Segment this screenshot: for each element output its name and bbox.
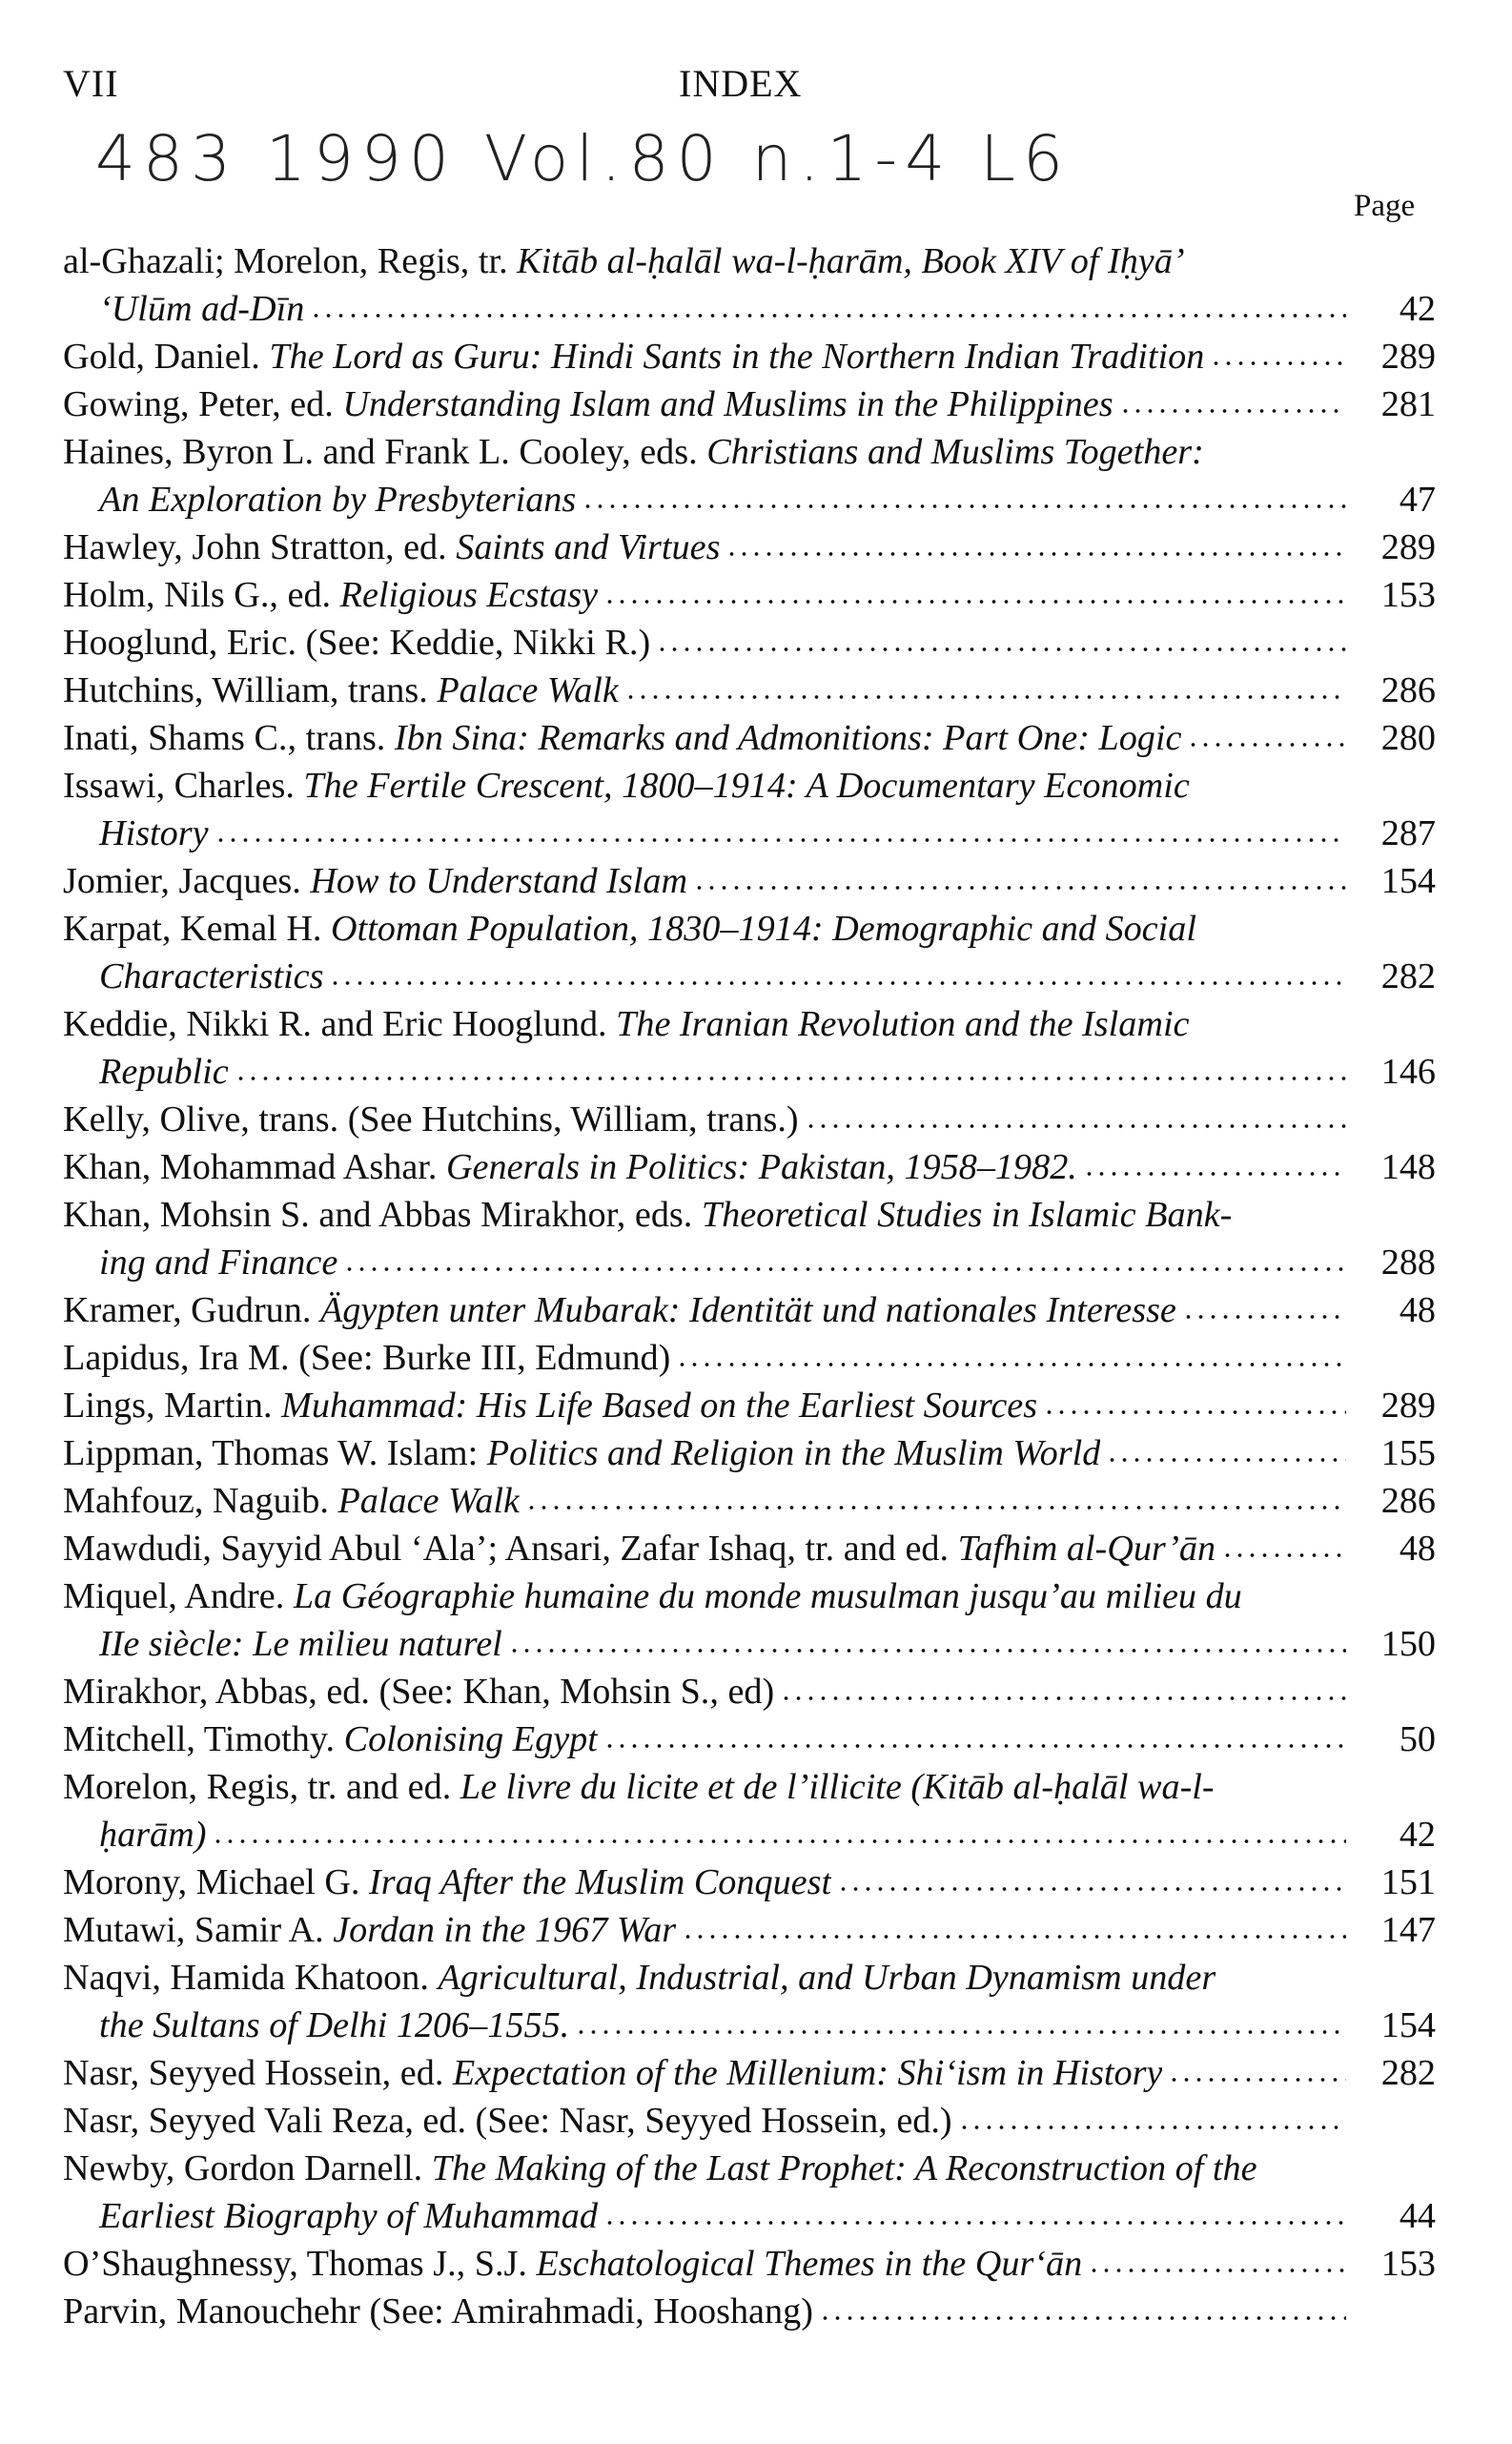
dot-leader [819, 2315, 1346, 2321]
entry-page: 47 [1399, 480, 1436, 520]
entry-title: Palace Walk [437, 670, 619, 710]
entry-page: 42 [1399, 1815, 1436, 1855]
index-entry [63, 1429, 1436, 1477]
entry-text [63, 1572, 1242, 1620]
entry-text [63, 333, 1204, 380]
dot-leader [1119, 408, 1346, 414]
index-entry [63, 667, 1436, 714]
entry-text [63, 1000, 1190, 1048]
entry-title-continued: the Sultans of Delhi 1206–1555. [99, 2005, 570, 2045]
index-entry [63, 857, 1436, 905]
entry-text [63, 1429, 1100, 1477]
entry-text [63, 714, 1181, 762]
entry-title: How to Understand Islam [310, 861, 688, 901]
entry-title: Ottoman Population, 1830–1914: Demographic and Social [331, 909, 1196, 949]
index-entry [63, 905, 1436, 1000]
entry-author: Lings, Martin. [63, 1386, 282, 1426]
entry-text [63, 1906, 676, 1954]
entry-author: Inati, Shams C., trans. [63, 718, 395, 758]
entry-title: Le livre du licite et de l’illicite (Kitāb al-ḥalāl wa-l- [460, 1767, 1215, 1807]
dot-leader [235, 1076, 1346, 1081]
entry-page: 154 [1380, 861, 1436, 901]
entry-page: 48 [1399, 1529, 1436, 1569]
entry-page: 289 [1380, 337, 1436, 377]
entry-page: 282 [1380, 956, 1436, 996]
dot-leader [1210, 360, 1346, 366]
entry-page: 281 [1380, 384, 1436, 424]
dot-leader [310, 313, 1346, 318]
entry-title: Politics and Religion in the Muslim World [486, 1433, 1101, 1473]
entry-text [63, 1286, 1176, 1334]
entry-author: Mitchell, Timothy. [63, 1719, 344, 1759]
entry-text [63, 1191, 1232, 1239]
page-title: INDEX [679, 62, 803, 105]
entry-text [63, 667, 619, 714]
index-entry [63, 1477, 1436, 1525]
index-entry [63, 1191, 1436, 1286]
entry-title: Expectation of the Millenium: Shi‘ism in History [452, 2053, 1163, 2093]
index-entry [63, 524, 1436, 571]
entry-text [63, 2049, 1162, 2097]
entry-page: 289 [1380, 1386, 1436, 1426]
entry-page: 147 [1380, 1910, 1436, 1950]
page-number: VII [63, 62, 119, 105]
index-entry [63, 428, 1436, 524]
entry-author: Gowing, Peter, ed. [63, 384, 343, 424]
dot-leader [215, 837, 1346, 843]
entry-title-continued: ḥarām) [99, 1815, 207, 1855]
index-entry [63, 2145, 1436, 2240]
entry-text [63, 2288, 813, 2335]
entry-text [63, 2145, 1257, 2192]
index-entry [63, 380, 1436, 428]
entry-text [63, 905, 1196, 953]
entry-title-continued: ‘Ulūm ad-Dīn [99, 289, 305, 329]
entry-author: Holm, Nils G., ed. [63, 575, 340, 615]
entry-title: Iraq After the Muslim Conquest [369, 1862, 832, 1902]
entry-page: 286 [1380, 1481, 1436, 1521]
entry-text [63, 1763, 1215, 1811]
dot-leader [1221, 1552, 1346, 1558]
entry-author: Issawi, Charles. [63, 766, 304, 806]
dot-leader [329, 980, 1346, 986]
dot-leader [582, 503, 1346, 509]
handwritten-call-number: 483 1990 Vol.80 n.1-4 L6 [95, 122, 1071, 195]
entry-text [63, 2240, 1082, 2288]
entry-text [63, 1525, 1216, 1572]
entry-text [63, 1143, 1077, 1191]
dot-leader [780, 1695, 1346, 1701]
dot-leader [1182, 1314, 1346, 1320]
dot-leader [693, 885, 1346, 891]
entry-title-continued: Earliest Biography of Muhammad [99, 2196, 598, 2236]
index-entries [63, 237, 1436, 2335]
index-entry [63, 1572, 1436, 1668]
entry-page: 282 [1380, 2053, 1436, 2093]
entry-title: Eschatological Themes in the Qur‘ān [536, 2244, 1083, 2284]
entry-title-continued: Republic [99, 1052, 229, 1092]
index-entry [63, 2240, 1436, 2288]
entry-page: 286 [1380, 670, 1436, 710]
dot-leader [624, 694, 1346, 700]
entry-title: Generals in Politics: Pakistan, 1958–1982. [445, 1147, 1077, 1187]
entry-title: The Iranian Revolution and the Islamic [616, 1004, 1190, 1044]
entry-text [63, 1382, 1037, 1429]
entry-title: Muhammad: His Life Based on the Earliest Sources [281, 1386, 1038, 1426]
dot-leader [1168, 2077, 1346, 2083]
index-entry [63, 1715, 1436, 1763]
entry-page: 44 [1399, 2196, 1436, 2236]
entry-title-continued: History [99, 813, 209, 853]
entry-text [63, 1477, 520, 1525]
entry-title: Ibn Sina: Remarks and Admonitions: Part One: Logic [394, 718, 1182, 758]
entry-title: Religious Ecstasy [339, 575, 599, 615]
dot-leader [343, 1266, 1346, 1272]
entry-page: 50 [1399, 1719, 1436, 1759]
entry-page: 48 [1399, 1290, 1436, 1330]
entry-page: 287 [1380, 813, 1436, 853]
entry-title: Agricultural, Industrial, and Urban Dynamism under [438, 1958, 1216, 1998]
entry-title: Theoretical Studies in Islamic Bank- [701, 1195, 1233, 1235]
entry-text [63, 237, 1185, 285]
entry-author: Keddie, Nikki R. and Eric Hooglund. [63, 1004, 617, 1044]
entry-author: Nasr, Seyyed Vali Reza, ed. (See: Nasr, Seyyed Hossein, ed.) [63, 2101, 952, 2141]
index-entry [63, 1668, 1436, 1715]
entry-page: 42 [1399, 289, 1436, 329]
entry-text [63, 428, 1204, 476]
entry-page: 288 [1380, 1243, 1436, 1283]
index-entry [63, 1286, 1436, 1334]
index-entry [63, 1334, 1436, 1382]
entry-author: Karpat, Kemal H. [63, 909, 331, 949]
dot-leader [1088, 2268, 1346, 2273]
entry-title: Christians and Muslims Together: [706, 432, 1204, 472]
index-entry [63, 2097, 1436, 2145]
entry-author: Lapidus, Ira M. (See: Burke III, Edmund) [63, 1338, 671, 1378]
dot-leader [656, 647, 1346, 652]
index-entry [63, 1763, 1436, 1859]
entry-text [63, 524, 720, 571]
dot-leader [805, 1123, 1346, 1129]
index-entry [63, 333, 1436, 380]
index-entry [63, 2049, 1436, 2097]
entry-author: Lippman, Thomas W. Islam: [63, 1433, 487, 1473]
entry-text [63, 619, 650, 667]
index-entry [63, 762, 1436, 857]
entry-page: 146 [1380, 1052, 1436, 1092]
entry-title: The Making of the Last Prophet: A Reconstruction of the [431, 2148, 1257, 2188]
entry-page: 150 [1380, 1624, 1436, 1664]
entry-author: al-Ghazali; Morelon, Regis, tr. [63, 241, 518, 281]
entry-author: Parvin, Manouchehr (See: Amirahmadi, Hooshang) [63, 2291, 813, 2331]
entry-author: Morelon, Regis, tr. and ed. [63, 1767, 460, 1807]
entry-title: Tafhim al-Qur’ān [957, 1529, 1216, 1569]
entry-text [63, 1954, 1216, 2002]
entry-author: Newby, Gordon Darnell. [63, 2148, 432, 2188]
entry-title-continued: An Exploration by Presbyterians [99, 480, 577, 520]
dot-leader [212, 1838, 1346, 1844]
index-entry [63, 571, 1436, 619]
page-column-label: Page [1354, 189, 1416, 223]
dot-leader [725, 551, 1346, 557]
entry-page: 155 [1380, 1433, 1436, 1473]
entry-title: The Fertile Crescent, 1800–1914: A Documentary Economic [303, 766, 1190, 806]
entry-text [63, 571, 598, 619]
entry-author: Mutawi, Samir A. [63, 1910, 334, 1950]
entry-text [63, 1859, 831, 1906]
dot-leader [603, 2220, 1346, 2226]
index-entry [63, 1859, 1436, 1906]
index-entry [63, 1000, 1436, 1096]
entry-author: Morony, Michael G. [63, 1862, 369, 1902]
index-entry [63, 1906, 1436, 1954]
index-entry [63, 1382, 1436, 1429]
entry-author: Haines, Byron L. and Frank L. Cooley, eds. [63, 432, 707, 472]
index-entry [63, 237, 1436, 333]
dot-leader [1187, 742, 1346, 748]
dot-leader [676, 1362, 1346, 1367]
entry-text [63, 1715, 598, 1763]
dot-leader [837, 1886, 1346, 1892]
entry-page: 153 [1380, 575, 1436, 615]
entry-title: The Lord as Guru: Hindi Sants in the Northern Indian Tradition [269, 337, 1205, 377]
entry-title-continued: IIe siècle: Le milieu naturel [99, 1624, 502, 1664]
entry-title: Kitāb al-ḥalāl wa-l-ḥarām, Book XIV of Iḥyā’ [517, 241, 1185, 281]
entry-page: 153 [1380, 2244, 1436, 2284]
dot-leader [508, 1648, 1346, 1653]
index-entry [63, 619, 1436, 667]
entry-title: Palace Walk [337, 1481, 520, 1521]
entry-author: O’Shaughnessy, Thomas J., S.J. [63, 2244, 537, 2284]
entry-text [63, 1668, 774, 1715]
entry-text [63, 857, 687, 905]
entry-author: Khan, Mohsin S. and Abbas Mirakhor, eds. [63, 1195, 702, 1235]
entry-text [63, 1096, 799, 1143]
entry-title: Understanding Islam and Muslims in the Philippines [342, 384, 1114, 424]
entry-title-continued: ing and Finance [99, 1243, 338, 1283]
dot-leader [603, 599, 1346, 605]
entry-text [63, 2097, 952, 2145]
dot-leader [1043, 1409, 1346, 1415]
entry-page: 148 [1380, 1147, 1436, 1187]
entry-author: Khan, Mohammad Ashar. [63, 1147, 446, 1187]
entry-page: 151 [1380, 1862, 1436, 1902]
entry-text [63, 1334, 670, 1382]
entry-author: Hooglund, Eric. (See: Keddie, Nikki R.) [63, 623, 651, 663]
entry-title: Jordan in the 1967 War [333, 1910, 677, 1950]
index-entry [63, 1096, 1436, 1143]
entry-title: Ägypten unter Mubarak: Identität und nationales Interesse [319, 1290, 1176, 1330]
dot-leader [603, 1743, 1346, 1749]
entry-page: 289 [1380, 527, 1436, 567]
entry-author: Miquel, Andre. [63, 1576, 294, 1616]
entry-author: Jomier, Jacques. [63, 861, 311, 901]
entry-page: 154 [1380, 2005, 1436, 2045]
index-entry [63, 1954, 1436, 2049]
entry-title: Colonising Egypt [343, 1719, 598, 1759]
index-entry [63, 1525, 1436, 1572]
dot-leader [1106, 1457, 1346, 1463]
index-entry [63, 2288, 1436, 2335]
entry-author: Hutchins, William, trans. [63, 670, 438, 710]
entry-author: Mahfouz, Naguib. [63, 1481, 338, 1521]
entry-author: Mirakhor, Abbas, ed. (See: Khan, Mohsin S., ed) [63, 1672, 775, 1712]
entry-page: 280 [1380, 718, 1436, 758]
entry-author: Kelly, Olive, trans. (See Hutchins, William, trans.) [63, 1099, 799, 1140]
entry-text [63, 762, 1190, 810]
entry-author: Naqvi, Hamida Khatoon. [63, 1958, 439, 1998]
entry-title-continued: Characteristics [99, 956, 324, 996]
dot-leader [1083, 1171, 1346, 1177]
index-entry [63, 714, 1436, 762]
dot-leader [575, 2029, 1346, 2035]
dot-leader [958, 2125, 1346, 2130]
dot-leader [682, 1934, 1346, 1940]
entry-title: Saints and Virtues [456, 527, 721, 567]
entry-title: La Géographie humaine du monde musulman jusqu’au milieu du [293, 1576, 1242, 1616]
dot-leader [525, 1505, 1346, 1510]
entry-author: Mawdudi, Sayyid Abul ‘Ala’; Ansari, Zafar Ishaq, tr. and ed. [63, 1529, 958, 1569]
index-entry [63, 1143, 1436, 1191]
entry-author: Nasr, Seyyed Hossein, ed. [63, 2053, 453, 2093]
entry-author: Kramer, Gudrun. [63, 1290, 320, 1330]
entry-author: Hawley, John Stratton, ed. [63, 527, 457, 567]
entry-author: Gold, Daniel. [63, 337, 270, 377]
entry-text [63, 380, 1114, 428]
